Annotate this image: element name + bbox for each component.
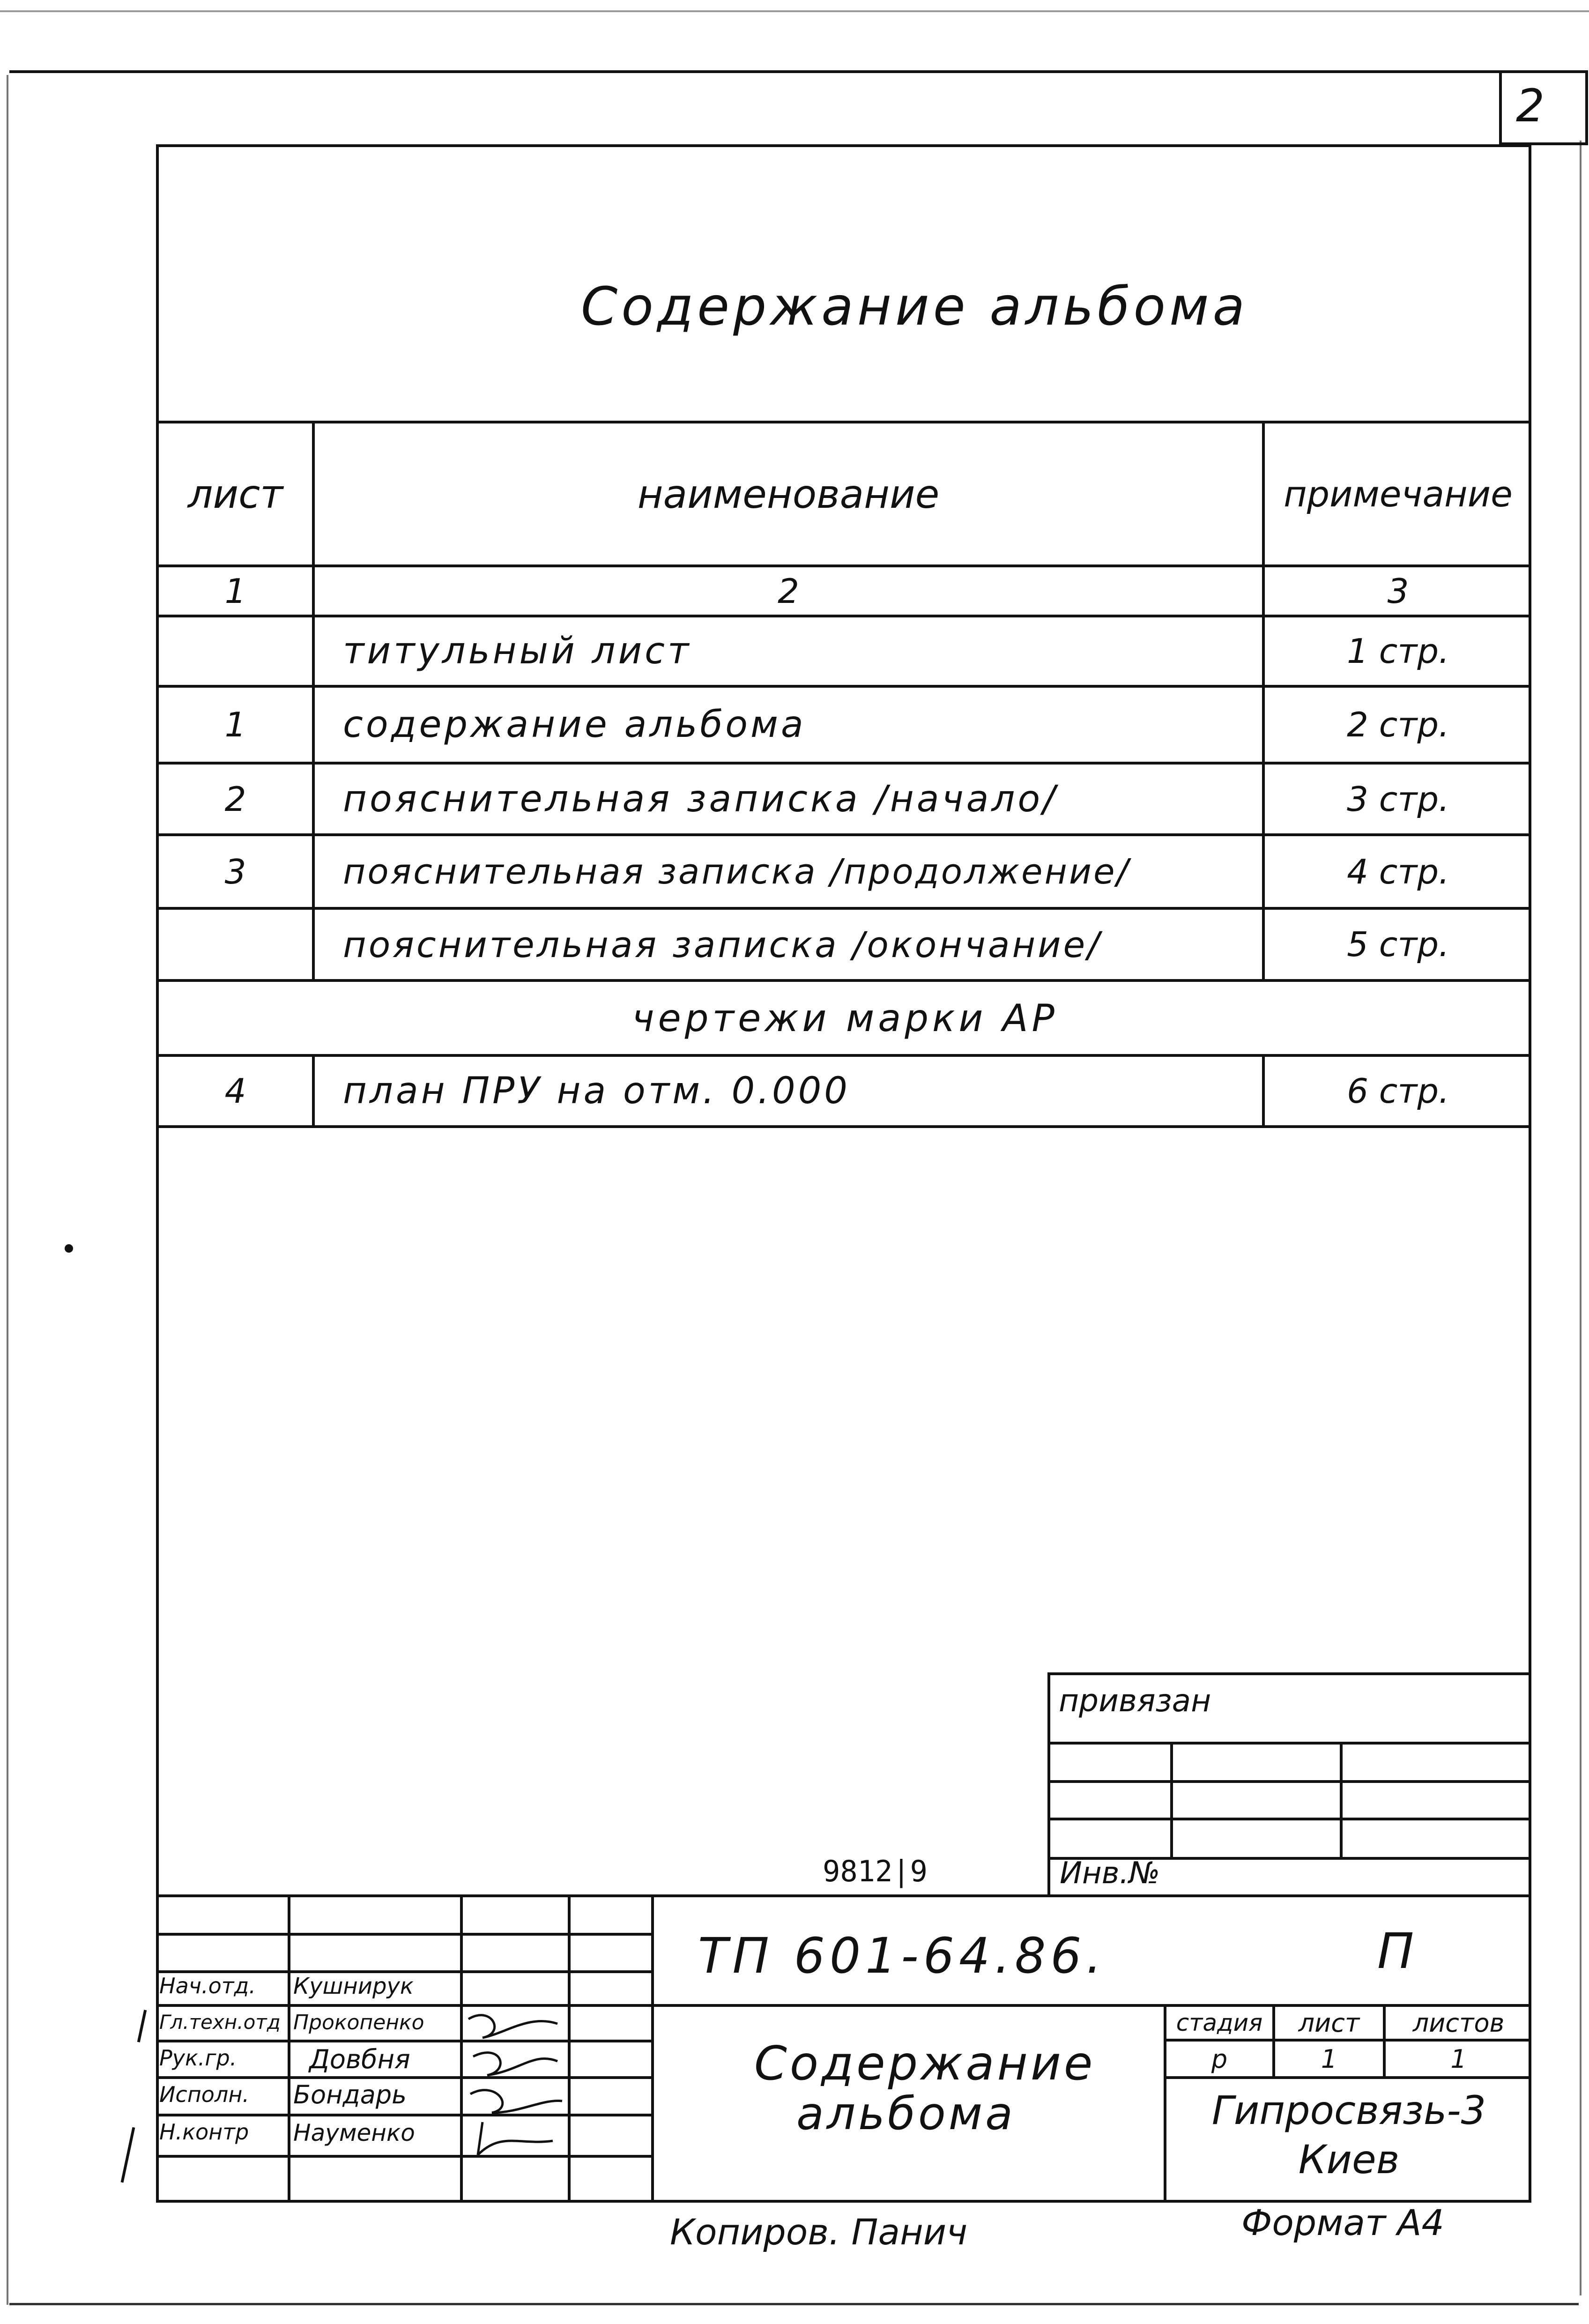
- row-name: пояснительная записка /окончание/: [343, 923, 1102, 965]
- header-note: примечание: [1284, 473, 1513, 515]
- col-number-2: 2: [778, 571, 799, 611]
- organization-name: Гипросвязь-3: [1211, 2087, 1486, 2133]
- binding-col-1: [1170, 1742, 1173, 1857]
- role-label: Исполн.: [159, 2082, 250, 2107]
- row-name: титульный лист: [343, 630, 692, 672]
- sheets-label: листов: [1412, 2008, 1505, 2038]
- copied-by: Копиров. Панич: [670, 2211, 968, 2253]
- sheets-value: 1: [1450, 2044, 1467, 2074]
- section-title: чертежи марки АР: [632, 996, 1058, 1040]
- binding-line-1: [1047, 1742, 1531, 1745]
- binding-line-3: [1047, 1818, 1531, 1820]
- stamp-title-line1: Содержание: [754, 2036, 1096, 2091]
- sheet-value: 1: [1321, 2044, 1337, 2074]
- stage-label: стадия: [1176, 2009, 1263, 2036]
- header-sheet: лист: [187, 471, 283, 517]
- stamp-row-line-3: [156, 2040, 654, 2042]
- paper-format: Формат А4: [1241, 2202, 1444, 2243]
- person-name: Прокопенко: [293, 2011, 424, 2034]
- person-name: Кушнирук: [293, 1973, 414, 1999]
- col-number-1: 1: [224, 571, 246, 611]
- row-sheet: [159, 910, 312, 979]
- margin-dot: [65, 1244, 73, 1253]
- row-sheet: 2: [224, 779, 246, 819]
- binding-line-2: [1047, 1780, 1531, 1783]
- doc-number: 9812|9: [823, 1854, 928, 1888]
- row-name: содержание альбома: [343, 704, 806, 746]
- row-sheet: 4: [224, 1071, 246, 1111]
- page-number: 2: [1516, 80, 1545, 132]
- row-note: 1 стр.: [1347, 631, 1449, 671]
- document-letter: П: [1377, 1923, 1414, 1980]
- header-name: наименование: [637, 471, 940, 517]
- stage-value: р: [1211, 2044, 1228, 2074]
- stamp-row-line-4: [156, 2076, 654, 2079]
- bottom-frame-line: [9, 2303, 1579, 2305]
- stamp-row-line-0: [156, 1933, 654, 1936]
- stamp-info-line-2: [1164, 2076, 1531, 2079]
- row-note: 4 стр.: [1347, 852, 1449, 891]
- stamp-row-line-6: [156, 2155, 654, 2158]
- document-code: ТП 601-64.86.: [698, 1927, 1106, 1984]
- row-sheet: 1: [224, 705, 246, 744]
- row6-line: [156, 1125, 1531, 1128]
- signature-stroke: [464, 2005, 567, 2160]
- margin-tick: [137, 2010, 147, 2042]
- person-name: Науменко: [293, 2119, 415, 2146]
- top-edge-line: [0, 10, 1589, 12]
- role-label: Гл.техн.отд: [159, 2011, 281, 2034]
- row-sheet: [159, 617, 312, 685]
- sheet-label: лист: [1298, 2008, 1360, 2038]
- person-name: Бондарь: [293, 2080, 407, 2109]
- inv-label: Инв.№: [1060, 1856, 1160, 1891]
- role-label: Н.контр: [159, 2119, 249, 2145]
- left-frame-line: [7, 75, 8, 2305]
- person-name: Довбня: [309, 2044, 410, 2075]
- binding-col-2: [1340, 1742, 1343, 1857]
- stamp-title-line2: альбома: [796, 2087, 1016, 2140]
- row-note: 2 стр.: [1347, 705, 1449, 744]
- row-note: 5 стр.: [1347, 925, 1449, 964]
- stamp-top-line: [156, 1894, 1531, 1897]
- role-label: Нач.отд.: [159, 1973, 256, 1998]
- binding-label: привязан: [1059, 1683, 1211, 1719]
- col-number-3: 3: [1387, 571, 1409, 611]
- margin-tick: [121, 2127, 135, 2183]
- stamp-row-line-5: [156, 2114, 654, 2116]
- role-label: Рук.гр.: [159, 2045, 237, 2071]
- right-frame-line: [1580, 141, 1582, 2295]
- row-name: пояснительная записка /продолжение/: [343, 851, 1130, 892]
- row-note: 6 стр.: [1347, 1071, 1449, 1111]
- row-name: план ПРУ на отм. 0.000: [343, 1070, 850, 1112]
- row-name: пояснительная записка /начало/: [343, 778, 1058, 820]
- album-title: Содержание альбома: [581, 276, 1249, 337]
- row-note: 3 стр.: [1347, 779, 1449, 819]
- row-sheet: 3: [224, 852, 246, 891]
- organization-city: Киев: [1298, 2137, 1400, 2183]
- top-frame-line: [9, 70, 1588, 73]
